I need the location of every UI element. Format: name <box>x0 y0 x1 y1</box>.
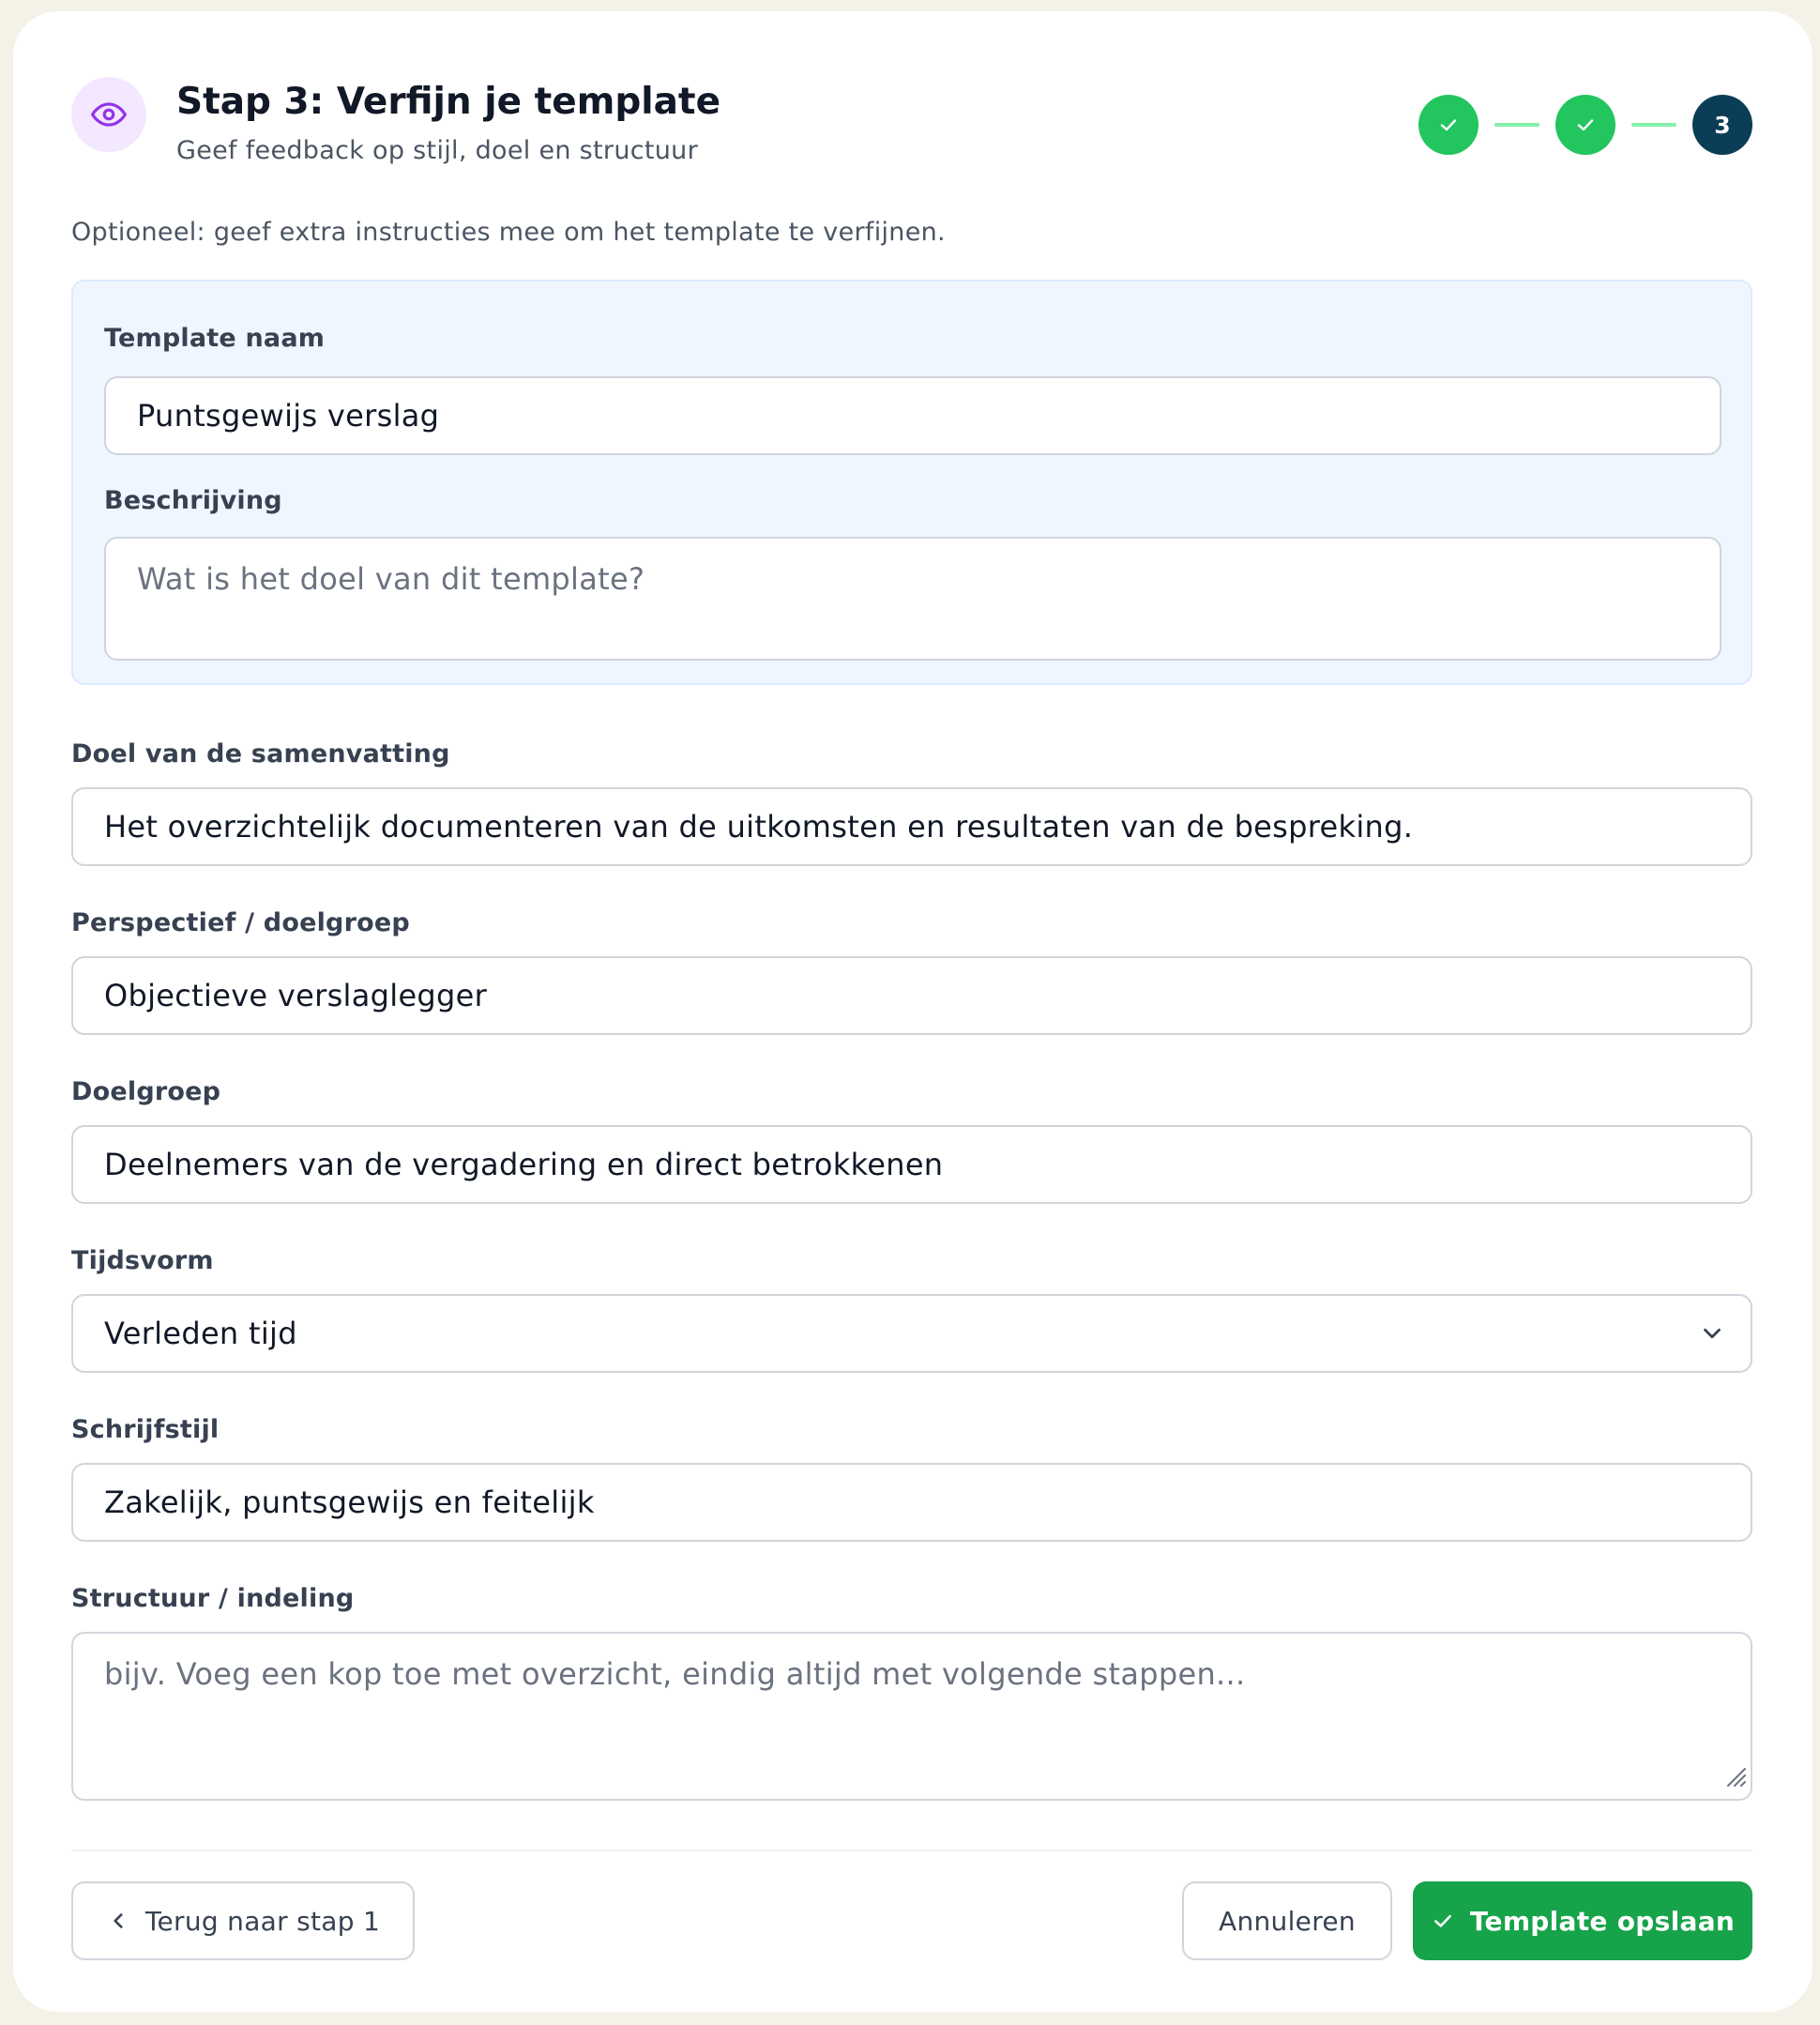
step-connector <box>1631 123 1676 127</box>
save-template-button[interactable] <box>1413 1881 1752 1960</box>
perspective-value: Objectieve verslaglegger <box>104 978 488 1013</box>
page-subtitle: Geef feedback op stijl, doel en structuur <box>176 136 698 165</box>
chevron-left-icon <box>106 1909 130 1933</box>
step-connector <box>1494 123 1539 127</box>
goal-label: Doel van de samenvatting <box>71 739 450 769</box>
description-placeholder: Wat is het doel van dit template? <box>137 561 645 597</box>
step-3-current: 3 <box>1692 95 1752 155</box>
cancel-button-label: Annuleren <box>1219 1905 1356 1937</box>
template-name-input[interactable] <box>104 376 1721 455</box>
template-info-panel <box>71 280 1752 685</box>
dialog-card <box>13 11 1812 2012</box>
perspective-input[interactable] <box>71 956 1752 1035</box>
progress-stepper <box>1418 94 1752 156</box>
template-name-label: Template naam <box>104 324 326 353</box>
style-value: Zakelijk, puntsgewijs en feitelijk <box>104 1484 595 1520</box>
style-input[interactable] <box>71 1463 1752 1542</box>
step-1-complete <box>1418 95 1479 155</box>
structure-label: Structuur / indeling <box>71 1584 355 1613</box>
perspective-label: Perspectief / doelgroep <box>71 908 410 937</box>
description-textarea[interactable] <box>104 537 1721 661</box>
footer-divider <box>71 1850 1752 1851</box>
audience-label: Doelgroep <box>71 1077 221 1106</box>
tense-label: Tijdsvorm <box>71 1246 214 1275</box>
tense-selected-value: Verleden tijd <box>104 1316 297 1351</box>
step-2-complete <box>1555 95 1615 155</box>
description-label: Beschrijving <box>104 486 282 515</box>
goal-input[interactable] <box>71 787 1752 866</box>
cancel-button[interactable] <box>1182 1881 1392 1960</box>
back-button-label: Terug naar stap 1 <box>144 1905 381 1937</box>
chevron-down-icon <box>1698 1319 1726 1347</box>
back-button[interactable] <box>71 1881 415 1960</box>
check-icon <box>1437 114 1460 136</box>
resize-handle-icon[interactable] <box>1722 1759 1747 1795</box>
tense-select[interactable] <box>71 1294 1752 1373</box>
goal-value: Het overzichtelijk documenteren van de uitkomsten en resultaten van de bespreking. <box>104 809 1414 845</box>
save-template-button-label: Template opslaan <box>1469 1905 1736 1937</box>
audience-input[interactable] <box>71 1125 1752 1204</box>
structure-placeholder: bijv. Voeg een kop toe met overzicht, eindig altijd met volgende stappen... <box>104 1656 1246 1692</box>
style-label: Schrijfstijl <box>71 1415 220 1444</box>
check-icon <box>1431 1909 1455 1933</box>
structure-textarea[interactable] <box>71 1632 1752 1801</box>
page-title: Stap 3: Verfijn je template <box>176 81 721 123</box>
eye-icon <box>71 77 146 152</box>
intro-text: Optioneel: geef extra instructies mee om het template te verfijnen. <box>71 218 946 247</box>
check-icon <box>1574 114 1597 136</box>
template-name-value: Puntsgewijs verslag <box>137 398 440 434</box>
audience-value: Deelnemers van de vergadering en direct betrokkenen <box>104 1147 944 1182</box>
